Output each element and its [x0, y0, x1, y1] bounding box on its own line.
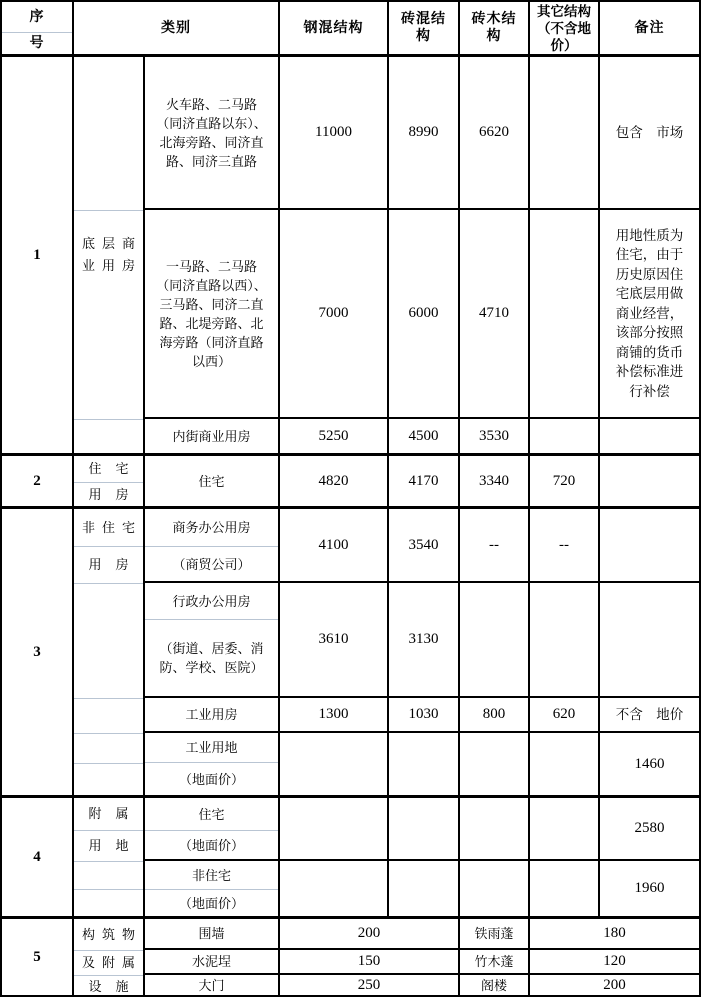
g5-row1-value: 200: [280, 919, 460, 950]
g2-row1-remark: [600, 456, 699, 509]
g3-row2-label-line1: 行政办公用房: [172, 593, 251, 609]
g3-row4-label: [145, 733, 280, 798]
g4-row2-label-line2: （地面价）: [145, 889, 278, 916]
g2-row1-label: 住宅: [145, 456, 280, 509]
header-category: 类别: [74, 2, 280, 57]
g3-row4-label-line2: （地面价）: [145, 762, 278, 795]
g1-row2-remark: 用地性质为住宅，由于历史原因住宅底层用做商业经营，该部分按照商铺的货币补偿标准进行补偿: [600, 210, 699, 419]
g2-category: [74, 456, 145, 509]
g4-row1-label-line1: 住宅: [198, 806, 225, 822]
g4-category-line2: 用地: [74, 830, 143, 861]
g5-row3-label: 大门: [145, 975, 280, 995]
g3-row1-label: [145, 509, 280, 583]
gridline: [74, 698, 143, 699]
g4-row1-steel: [280, 798, 389, 861]
g3-row1-brickwood: --: [460, 509, 530, 583]
header-serial-top: 序: [29, 9, 45, 25]
g5-row3-value: 250: [280, 975, 460, 995]
gridline: [74, 733, 143, 734]
g2-row1-brick: 4170: [389, 456, 460, 509]
g4-row2-steel: [280, 861, 389, 919]
header-brick-wood: 砖木结构: [460, 2, 530, 57]
g4-row1-label-line2: （地面价）: [145, 830, 278, 859]
g3-serial: 3: [2, 509, 74, 798]
g3-row2-brickwood: [460, 583, 530, 698]
g1-row2-brickwood: 4710: [460, 210, 530, 419]
header-serial: [2, 2, 74, 57]
g5-row2-value2: 120: [530, 950, 699, 975]
g1-row2-label: 一马路、二马路（同济直路以西）、三马路、同济二直路、北堤旁路、北海旁路（同济直路以西）: [145, 210, 280, 419]
g5-category-line1: 构筑物: [81, 926, 142, 942]
g4-serial: 4: [2, 798, 74, 919]
g5-category: [74, 919, 145, 995]
g1-row1-label: 火车路、二马路（同济直路以东）、北海旁路、同济直路、同济三直路: [145, 57, 280, 210]
g4-row2-brick: [389, 861, 460, 919]
g3-row2-steel: 3610: [280, 583, 389, 698]
g3-row2-remark: [600, 583, 699, 698]
g3-row2-label: [145, 583, 280, 698]
header-serial-bottom: 号: [2, 32, 72, 54]
g3-row3-brickwood: 800: [460, 698, 530, 733]
g1-category-line1: 底层商: [81, 236, 142, 251]
g3-row1-remark: [600, 509, 699, 583]
gridline: [74, 861, 143, 862]
g1-serial: 1: [2, 57, 74, 456]
gridline: [74, 210, 143, 211]
g4-row1-other: [530, 798, 600, 861]
g1-category: [74, 57, 145, 456]
g5-row2-label: 水泥埕: [145, 950, 280, 975]
g3-row4-label-line1: 工业用地: [185, 740, 238, 755]
g2-category-line1: 住宅: [88, 461, 143, 476]
g5-row2-label2: 竹木蓬: [460, 950, 530, 975]
g4-row1-label: [145, 798, 280, 861]
g4-row2-label-line1: 非住宅: [191, 867, 231, 883]
g3-row3-remark: 不含 地价: [600, 698, 699, 733]
g2-row1-steel: 4820: [280, 456, 389, 509]
gridline: [74, 419, 143, 420]
g5-row3-label2: 阁楼: [460, 975, 530, 995]
g5-row1-label2: 铁雨蓬: [460, 919, 530, 950]
g3-row2-brick: 3130: [389, 583, 460, 698]
g4-row2-other: [530, 861, 600, 919]
gridline: [74, 583, 143, 584]
g4-row1-remark: 2580: [600, 798, 699, 861]
gridline: [74, 889, 143, 890]
header-steel-concrete: 钢混结构: [280, 2, 389, 57]
g4-row2-label: [145, 861, 280, 919]
g1-row3-other: [530, 419, 600, 456]
g1-row1-remark: 包含 市场: [600, 57, 699, 210]
g4-category: [74, 798, 145, 919]
g3-category-line1: 非住宅: [81, 519, 142, 535]
g3-row3-other: 620: [530, 698, 600, 733]
g3-row1-brick: 3540: [389, 509, 460, 583]
g3-row4-brickwood: [460, 733, 530, 798]
header-other-structure: 其它结构（不含地价）: [530, 2, 600, 57]
g3-row2-label-line2: （街道、居委、消防、学校、医院）: [145, 619, 278, 696]
g3-row3-label: 工业用房: [145, 698, 280, 733]
g3-row3-steel: 1300: [280, 698, 389, 733]
g1-row2-other: [530, 210, 600, 419]
g2-row1-other: 720: [530, 456, 600, 509]
g1-row3-label: 内街商业用房: [145, 419, 280, 456]
g1-row1-other: [530, 57, 600, 210]
g5-row3-value2: 200: [603, 976, 626, 993]
g3-category-line2: 用房: [74, 546, 143, 583]
g1-row3-steel: 5250: [280, 419, 389, 456]
g3-row3-brick: 1030: [389, 698, 460, 733]
g5-row1-value2: 180: [530, 919, 699, 950]
g2-category-line2: 用房: [74, 482, 143, 506]
g1-row3-brick: 4500: [389, 419, 460, 456]
g1-category-line2: 业用房: [81, 258, 142, 273]
g3-row4-other: [530, 733, 600, 798]
g1-row2-steel: 7000: [280, 210, 389, 419]
header-brick-concrete: 砖混结构: [389, 2, 460, 57]
g4-row2-remark: 1960: [600, 861, 699, 919]
g2-row1-brickwood: 3340: [460, 456, 530, 509]
g3-row4-steel: [280, 733, 389, 798]
g3-row4-brick: [389, 733, 460, 798]
g2-serial: 2: [2, 456, 74, 509]
g1-row1-brick: 8990: [389, 57, 460, 210]
g5-category-line2: 及附属: [74, 950, 143, 975]
g1-row1-steel: 11000: [280, 57, 389, 210]
g5-serial: 5: [2, 919, 74, 995]
g4-row2-brickwood: [460, 861, 530, 919]
g4-category-line1: 附属: [88, 806, 143, 821]
g3-row4-remark: 1460: [600, 733, 699, 798]
g1-row2-brick: 6000: [389, 210, 460, 419]
g3-row1-other: --: [530, 509, 600, 583]
g3-row2-other: [530, 583, 600, 698]
g5-category-line3: 设施: [74, 975, 143, 995]
g4-row1-brick: [389, 798, 460, 861]
g5-row1-label: 围墙: [145, 919, 280, 950]
g3-row1-label-line1: 商务办公用房: [172, 520, 251, 535]
g5-row2-value: 150: [280, 950, 460, 975]
g1-row3-brickwood: 3530: [460, 419, 530, 456]
g4-row1-brickwood: [460, 798, 530, 861]
g1-row1-brickwood: 6620: [460, 57, 530, 210]
gridline: [74, 763, 143, 764]
g3-row1-label-line2: （商贸公司）: [145, 546, 278, 581]
g1-row3-remark: [600, 419, 699, 456]
header-remark: 备注: [600, 2, 699, 57]
g3-category: [74, 509, 145, 798]
g3-row1-steel: 4100: [280, 509, 389, 583]
